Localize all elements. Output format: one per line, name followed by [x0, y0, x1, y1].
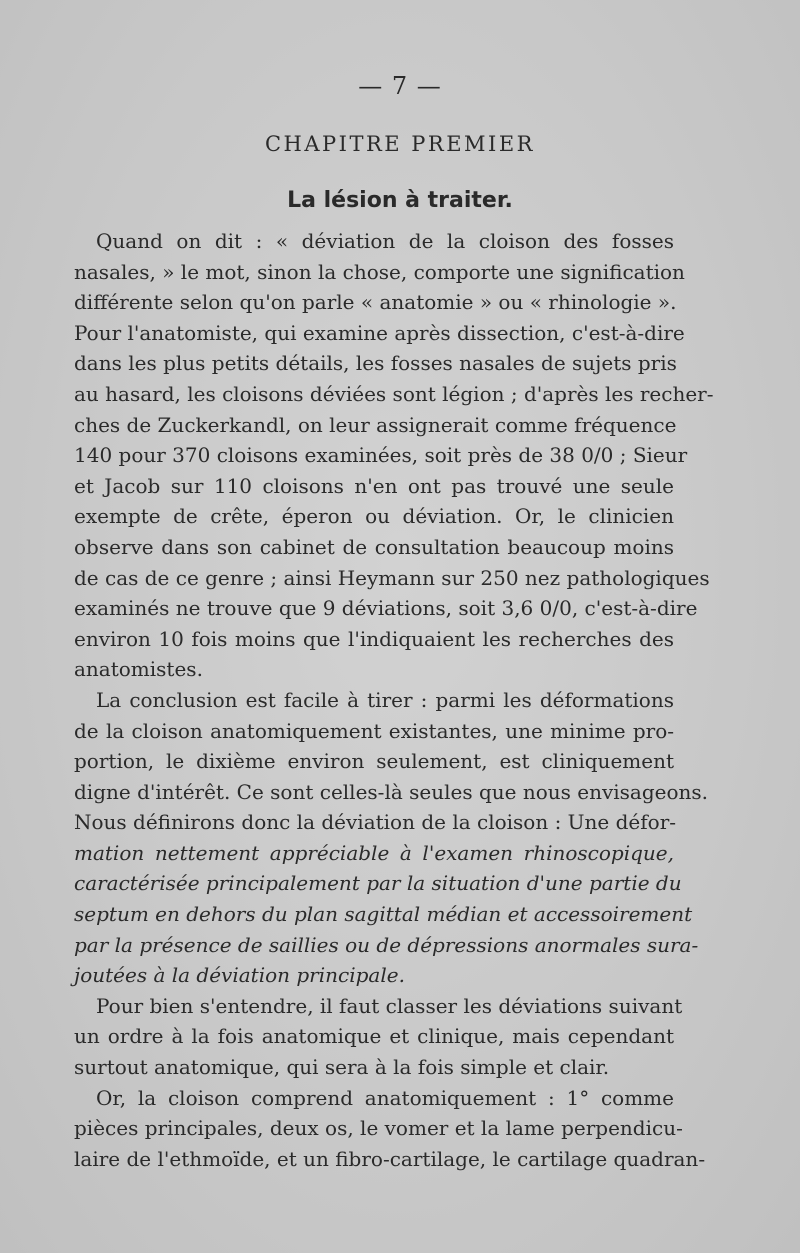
- text-line: surtout anatomique, qui sera à la fois simple et clair.: [74, 1055, 610, 1080]
- page-number: — 7 —: [358, 72, 442, 100]
- text-line: de la cloison anatomiquement existantes, une minime pro-: [74, 718, 674, 743]
- text-line: laire de l'ethmoïde, et un fibro-cartilage, le cartilage quadran-: [74, 1146, 706, 1171]
- text-line: Or, la cloison comprend anatomiquement : 1° comme: [96, 1085, 674, 1110]
- text-line: environ 10 fois moins que l'indiquaient les recherches des: [74, 626, 674, 651]
- text-line: observe dans son cabinet de consultation beaucoup moins: [74, 534, 674, 559]
- text-line: différente selon qu'on parle « anatomie » ou « rhinologie ».: [74, 290, 677, 315]
- text-line: ches de Zuckerkandl, on leur assignerait comme fréquence: [74, 412, 677, 437]
- text-line: exempte de crête, éperon ou déviation. Or, le clinicien: [74, 504, 674, 529]
- text-line: caractérisée principalement par la situation d'une partie du: [74, 871, 682, 896]
- text-line: anatomistes.: [74, 657, 203, 682]
- text-line: et Jacob sur 110 cloisons n'en ont pas trouvé une seule: [74, 473, 674, 498]
- body-text: [74, 226, 714, 1174]
- text-line: Nous définirons donc la déviation de la cloison : Une défor-: [74, 810, 677, 835]
- text-line: Quand on dit : « déviation de la cloison des fosses: [96, 229, 674, 253]
- text-line: examinés ne trouve que 9 déviations, soit 3,6 0/0, c'est-à-dire: [74, 596, 698, 621]
- section-title: La lésion à traiter.: [287, 188, 513, 213]
- text-line: par la présence de saillies ou de dépressions anormales sura-: [74, 932, 699, 957]
- text-line: Pour bien s'entendre, il faut classer les déviations suivant: [96, 993, 683, 1018]
- text-line: pièces principales, deux os, le vomer et la lame perpendicu-: [74, 1116, 683, 1141]
- chapter-title: CHAPITRE PREMIER: [264, 132, 535, 156]
- text-line: septum en dehors du plan sagittal médian et accessoirement: [74, 902, 693, 927]
- text-line: Pour l'anatomiste, qui examine après dissection, c'est-à-dire: [74, 320, 685, 345]
- text-line: nasales, » le mot, sinon la chose, comporte une signification: [74, 259, 685, 284]
- text-line: digne d'intérêt. Ce sont celles-là seules que nous envisageons.: [74, 779, 709, 804]
- text-line: La conclusion est facile à tirer : parmi les déformations: [96, 687, 674, 712]
- text-line: 140 pour 370 cloisons examinées, soit près de 38 0/0 ; Sieur: [74, 443, 688, 468]
- text-line: un ordre à la fois anatomique et clinique, mais cependant: [74, 1024, 674, 1049]
- text-line: au hasard, les cloisons déviées sont légion ; d'après les recher-: [74, 381, 714, 406]
- text-line: portion, le dixième environ seulement, est cliniquement: [74, 749, 674, 774]
- text-line: de cas de ce genre ; ainsi Heymann sur 250 nez pathologiques: [74, 565, 710, 590]
- text-line: joutées à la déviation principale.: [74, 963, 405, 988]
- text-line: dans les plus petits détails, les fosses nasales de sujets pris: [74, 351, 677, 376]
- text-line: mation nettement appréciable à l'examen rhinoscopique,: [74, 840, 674, 865]
